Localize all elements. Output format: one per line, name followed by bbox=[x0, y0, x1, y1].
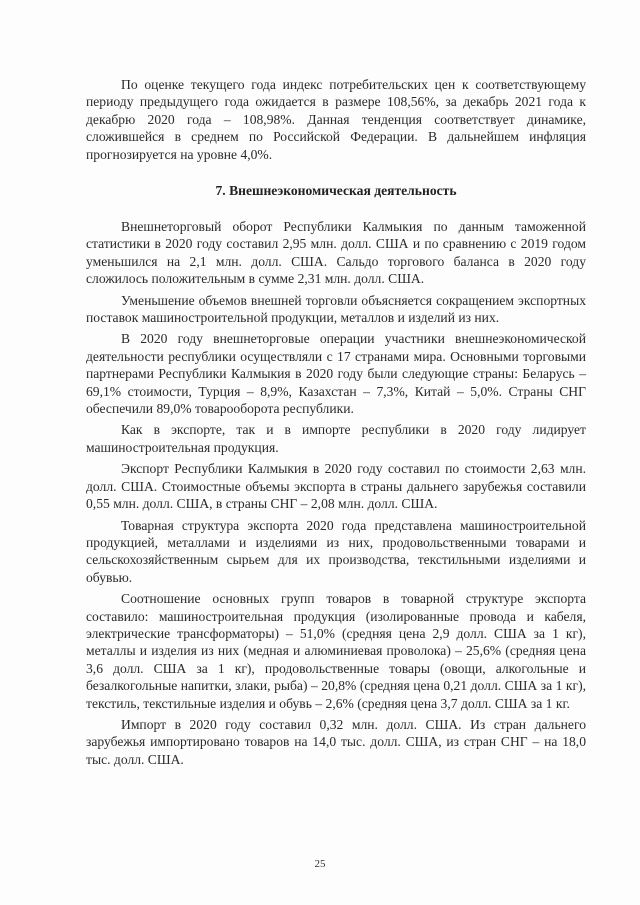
paragraph-machinery-lead: Как в экспорте, так и в импорте республики в 2020 году лидирует машиностроительная продукция. bbox=[86, 422, 586, 455]
intro-paragraph: По оценке текущего года индекс потребительских цен к соответствующему периоду предыдущего года ожидается в размере 108,56%, за декабрь 2021 года к декабрю 2020 года – 108,98%. Данная тенденция соответствует динамике, сложившейся в среднем по Российской Федерации. В дальнейшем инфляция прогнозируется на уровне 4,0%. bbox=[86, 77, 586, 162]
section-heading: 7. Внешнеэкономическая деятельность bbox=[215, 183, 457, 198]
page-number: 25 bbox=[314, 858, 326, 870]
paragraph-trade-decrease: Уменьшение объемов внешней торговли объясняется сокращением экспортных поставок машиностроительной продукции, металлов и изделий из них. bbox=[86, 292, 586, 326]
paragraph-export-groups: Соотношение основных групп товаров в товарной структуре экспорта составило: машиностроительная продукция (изолированные провода и кабеля, электрические трансформаторы) – 51,0% (средняя цена 2,9 долл. США за 1 кг), металлы и изделия из них (медная и алюминиевая проволока) – 25,6% (средняя цена 3,6 долл. США за 1 кг), продовольственные товары (овощи, алкогольные и безалкогольные напитки, злаки, рыба) – 20,8% (средняя цена 0,21 долл. США за 1 кг), текстиль, текстильные изделия и обувь – 2,6% (средняя цена 3,7 долл. США за 1 кг. bbox=[86, 591, 586, 711]
intro-block bbox=[86, 76, 586, 167]
paragraph-import: Импорт в 2020 году составил 0,32 млн. долл. США. Из стран дальнего зарубежья импортировано товаров на 14,0 тыс. долл. США, из стран СНГ – на 18,0 тыс. долл. США. bbox=[86, 716, 586, 767]
paragraph-trade-turnover: Внешнеторговый оборот Республики Калмыкия по данным таможенной статистики в 2020 году составил 2,95 млн. долл. США и по сравнению с 2019 годом уменьшился на 2,1 млн. долл. США. Сальдо торгового баланса в 2020 году сложилось положительным в сумме 2,31 млн. долл. США. bbox=[86, 219, 586, 287]
paragraph-export-value: Экспорт Республики Калмыкия в 2020 году составил по стоимости 2,63 млн. долл. США. Стоимостные объемы экспорта в страны дальнего зарубежья составили 0,55 млн. долл. США, в страны СНГ – 2,08 млн. долл. США. bbox=[86, 461, 586, 512]
section-body bbox=[86, 218, 586, 772]
paragraph-export-structure: Товарная структура экспорта 2020 года представлена машиностроительной продукцией, металлами и изделиями из них, продовольственными товарами и сельскохозяйственным сырьем для их производства, текстильными изделиями и обувью. bbox=[86, 517, 586, 585]
paragraph-trade-partners: В 2020 году внешнеторговые операции участники внешнеэкономической деятельности республики осуществляли с 17 странами мира. Основными торговыми партнерами Республики Калмыкия в 2020 году были следующие страны: Беларусь – 69,1% стоимости, Турция – 8,9%, Казахстан – 7,3%, Китай – 5,0%. Страны СНГ обеспечили 89,0% товарооборота республики. bbox=[86, 331, 586, 417]
